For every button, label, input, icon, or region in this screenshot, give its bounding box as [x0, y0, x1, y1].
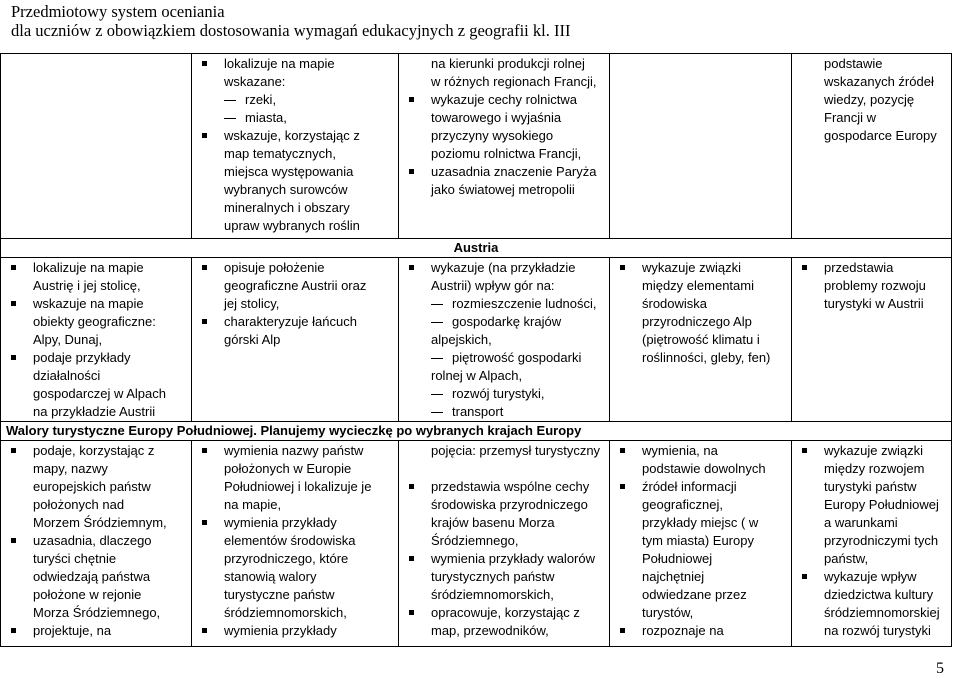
list-item: odwiedzają państwa	[33, 569, 151, 584]
list-item: między rozwojem	[824, 461, 925, 476]
requirement-list	[792, 259, 948, 313]
list-item: przyrodniczymi tych	[824, 533, 939, 548]
bullet-item: charakteryzuje łańcuch	[192, 313, 395, 331]
list-item: krajów basenu Morza	[431, 515, 555, 530]
bullet-item: podaje, korzystając z	[1, 442, 188, 460]
list-item: wskazane:	[224, 74, 286, 89]
list-item: turystyczne państw	[224, 587, 335, 602]
list-item: wskazanych źródeł	[824, 74, 934, 89]
list-item: upraw wybranych roślin	[224, 218, 360, 233]
bullet-item: wykazuje wpływ	[792, 568, 948, 586]
section-title: Walory turystyczne Europy Południowej. Planujemy wycieczkę po wybranych krajach Europy	[1, 422, 952, 441]
dash-item: rozmieszczenie ludności,	[399, 295, 606, 313]
list-item: odwiedzane przez	[642, 587, 747, 602]
requirement-list	[399, 259, 606, 421]
list-item: Austrię i jej stolicę,	[33, 278, 141, 293]
list-item: Południowej i lokalizuje je	[224, 479, 372, 494]
table-row	[1, 258, 952, 422]
list-item: Śródziemnego,	[431, 533, 519, 548]
list-item: wiedzy, pozycję	[824, 92, 915, 107]
table-cell	[399, 258, 610, 422]
bullet-item: lokalizuje na mapie	[192, 55, 395, 73]
list-item: stanowią walory	[224, 569, 317, 584]
list-item: Austrii) wpływ gór na:	[431, 278, 555, 293]
list-item: między elementami	[642, 278, 754, 293]
list-item: podstawie dowolnych	[642, 461, 766, 476]
list-item: Południowej	[642, 551, 713, 566]
bullet-item: źródeł informacji	[610, 478, 788, 496]
list-item: przyrodniczego, które	[224, 551, 349, 566]
bullet-item: wymienia nazwy państw	[192, 442, 395, 460]
list-item: śródziemnomorskich,	[224, 605, 347, 620]
bullet-item: wykazuje cechy rolnictwa	[399, 91, 606, 109]
table-cell	[792, 441, 952, 647]
bullet-item: wymienia przykłady walorów	[399, 550, 606, 568]
dash-item: miasta,	[192, 109, 395, 127]
list-item: najchętniej	[642, 569, 705, 584]
dash-item: transport	[399, 403, 606, 421]
requirement-list	[192, 259, 395, 349]
list-item: śródziemnomorskich,	[431, 587, 554, 602]
table-row	[1, 441, 952, 647]
bullet-item: wskazuje na mapie	[1, 295, 188, 313]
list-item: gospodarce Europy	[824, 128, 937, 143]
list-item: geograficzne Austrii oraz	[224, 278, 367, 293]
bullet-item: rozpoznaje na	[610, 622, 788, 640]
requirement-list	[792, 442, 948, 640]
table-cell	[610, 258, 792, 422]
requirement-list	[792, 55, 948, 145]
list-item: położonych nad	[33, 497, 125, 512]
list-item: na rozwój turystyki	[824, 623, 931, 638]
list-item: przyrodniczego Alp	[642, 314, 752, 329]
list-item: na przykładzie Austrii	[33, 404, 156, 419]
list-item: poziomu rolnictwa Francji,	[431, 146, 582, 161]
requirement-list	[192, 55, 395, 235]
list-item: elementów środowiska	[224, 533, 356, 548]
table-cell	[792, 54, 952, 239]
list-item: problemy rozwoju	[824, 278, 926, 293]
list-item: gospodarczej w Alpach	[33, 386, 166, 401]
bullet-item: podaje przykłady	[1, 349, 188, 367]
bullet-item: projektuje, na	[1, 622, 188, 640]
requirements-table	[0, 53, 952, 647]
list-item: a warunkami	[824, 515, 898, 530]
list-item: na mapie,	[224, 497, 282, 512]
list-item: rolnej w Alpach,	[431, 368, 523, 383]
section-title: Austria	[1, 239, 952, 258]
list-item: mineralnych i obszary	[224, 200, 350, 215]
requirement-list	[610, 259, 788, 367]
table-cell	[1, 441, 192, 647]
bullet-item: wymienia przykłady	[192, 514, 395, 532]
table-cell	[792, 258, 952, 422]
table-cell	[399, 441, 610, 647]
table-cell	[399, 54, 610, 239]
document-header	[11, 2, 570, 40]
list-item: jako światowej metropolii	[431, 182, 575, 197]
list-item: mapy, nazwy	[33, 461, 108, 476]
bullet-item: wymienia przykłady	[192, 622, 395, 640]
list-item: położone w rejonie	[33, 587, 142, 602]
list-item: dziedzictwa kultury	[824, 587, 934, 602]
requirement-list	[1, 442, 188, 640]
list-item: środowiska	[642, 296, 708, 311]
table-cell	[192, 441, 399, 647]
requirement-list	[1, 259, 188, 421]
list-item: europejskich państw	[33, 479, 151, 494]
table-cell	[610, 441, 792, 647]
bullet-item: wykazuje (na przykładzie	[399, 259, 606, 277]
table-cell	[1, 258, 192, 422]
list-item: górski Alp	[224, 332, 281, 347]
bullet-item: lokalizuje na mapie	[1, 259, 188, 277]
list-item: na kierunki produkcji rolnej	[431, 56, 585, 71]
list-item: alpejskich,	[431, 332, 492, 347]
header-subtitle: dla uczniów z obowiązkiem dostosowania wymagań edukacyjnych z geografii kl. III	[11, 21, 571, 40]
list-item: podstawie	[824, 56, 883, 71]
bullet-item: przedstawia wspólne cechy	[399, 478, 606, 496]
list-item: miejsca występowania	[224, 164, 354, 179]
list-item: towarowego i wyjaśnia	[431, 110, 562, 125]
page-number: 5	[936, 660, 944, 677]
requirement-list	[399, 442, 606, 640]
list-item: map tematycznych,	[224, 146, 336, 161]
bullet-item: opracowuje, korzystając z	[399, 604, 606, 622]
list-item: środowiska przyrodniczego	[431, 497, 588, 512]
list-item: Morza Śródziemnego,	[33, 605, 161, 620]
list-item: Alpy, Dunaj,	[33, 332, 103, 347]
section-title-row	[1, 239, 952, 258]
bullet-item: wykazuje związki	[792, 442, 948, 460]
list-item: przyczyny wysokiego	[431, 128, 554, 143]
bullet-item: wskazuje, korzystając z	[192, 127, 395, 145]
dash-item: piętrowość gospodarki	[399, 349, 606, 367]
table-cell	[192, 258, 399, 422]
dash-item: rzeki,	[192, 91, 395, 109]
bullet-item: uzasadnia, dlaczego	[1, 532, 188, 550]
dash-item: rozwój turystyki,	[399, 385, 606, 403]
requirement-list	[610, 442, 788, 640]
list-item: położonych w Europie	[224, 461, 352, 476]
list-item: Morzem Śródziemnym,	[33, 515, 167, 530]
list-item: wybranych surowców	[224, 182, 348, 197]
table-cell	[192, 54, 399, 239]
list-item: turystyki państw	[824, 479, 917, 494]
requirement-list	[399, 55, 606, 199]
bullet-item: wykazuje związki	[610, 259, 788, 277]
list-item: tym miasta) Europy	[642, 533, 754, 548]
list-item: Europy Południowej	[824, 497, 939, 512]
table-row	[1, 54, 952, 239]
bullet-item: wymienia, na	[610, 442, 788, 460]
list-item: map, przewodników,	[431, 623, 549, 638]
list-item: turystyki w Austrii	[824, 296, 924, 311]
table-cell	[1, 54, 192, 239]
list-item: jej stolicy,	[224, 296, 280, 311]
bullet-item: uzasadnia znaczenie Paryża	[399, 163, 606, 181]
list-item: roślinności, gleby, fen)	[642, 350, 771, 365]
list-item: przykłady miejsc ( w	[642, 515, 759, 530]
list-item: obiekty geograficzne:	[33, 314, 156, 329]
list-item: działalności	[33, 368, 101, 383]
list-item: pojęcia: przemysł turystyczny	[431, 443, 601, 458]
header-title: Przedmiotowy system oceniania	[11, 2, 225, 21]
requirement-list	[192, 442, 395, 640]
list-item: geograficznej,	[642, 497, 723, 512]
list-item: Francji w	[824, 110, 877, 125]
list-item: turystycznych państw	[431, 569, 555, 584]
list-item: państw,	[824, 551, 869, 566]
bullet-item: przedstawia	[792, 259, 948, 277]
dash-item: gospodarkę krajów	[399, 313, 606, 331]
list-item: (piętrowość klimatu i	[642, 332, 760, 347]
list-item: turystów,	[642, 605, 694, 620]
section-title-row	[1, 422, 952, 441]
list-item: śródziemnomorskiej	[824, 605, 940, 620]
table-cell	[610, 54, 792, 239]
list-item: w różnych regionach Francji,	[431, 74, 597, 89]
bullet-item: opisuje położenie	[192, 259, 395, 277]
spacer	[399, 460, 606, 478]
list-item: turyści chętnie	[33, 551, 117, 566]
